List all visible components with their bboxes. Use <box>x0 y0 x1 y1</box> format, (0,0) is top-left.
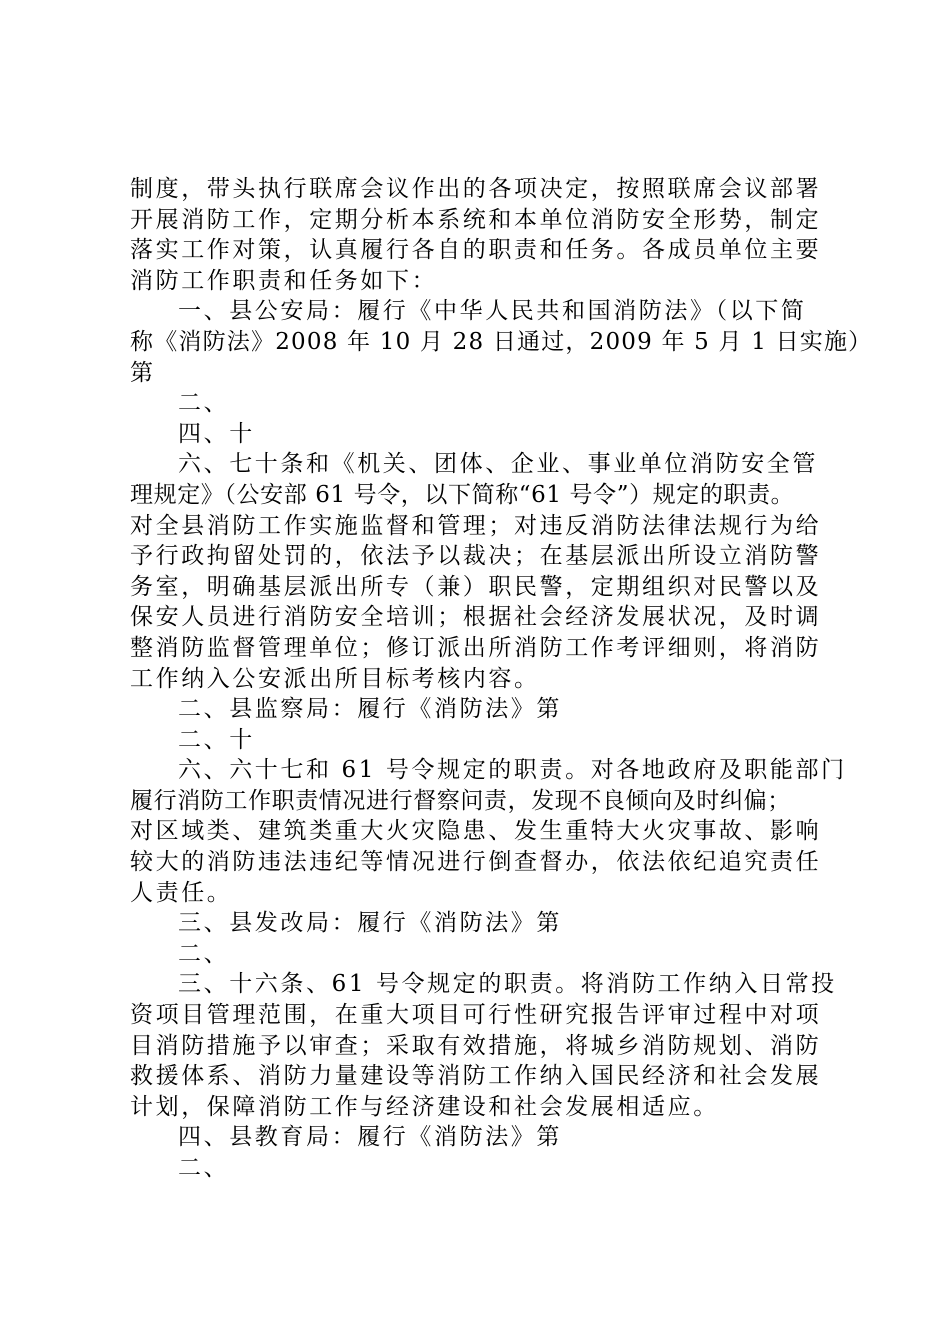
text-line: 二、 <box>178 390 230 417</box>
section-heading-education: 四、县教育局：履行《消防法》第 <box>178 1124 562 1151</box>
text-line: 人责任。 <box>130 879 233 906</box>
section-heading-public-security: 一、县公安局：履行《中华人民共和国消防法》（以下简 <box>178 298 807 325</box>
text-line: 工作纳入公安派出所目标考核内容。 <box>130 665 540 692</box>
text-line: 二、 <box>178 940 230 967</box>
text-line: 六、六十七和 61 号令规定的职责。对各地政府及职能部门 <box>178 757 847 784</box>
text-line: 履行消防工作职责情况进行督察问责，发现不良倾向及时纠偏； <box>130 787 791 814</box>
text-line: 救援体系、消防力量建设等消防工作纳入国民经济和社会发展 <box>130 1063 822 1090</box>
text-line: 消防工作职责和任务如下： <box>130 267 438 294</box>
text-line: 较大的消防违法违纪等情况进行倒查督办，依法依纪追究责任 <box>130 849 822 876</box>
text-line: 开展消防工作，定期分析本系统和本单位消防安全形势，制定 <box>130 206 822 233</box>
text-line: 二、 <box>178 1155 230 1181</box>
text-line: 计划，保障消防工作与经济建设和社会发展相适应。 <box>130 1093 719 1120</box>
text-line: 予行政拘留处罚的，依法予以裁决；在基层派出所设立消防警 <box>130 543 822 570</box>
text-line: 务室，明确基层派出所专（兼）职民警，定期组织对民警以及 <box>130 573 822 600</box>
text-line: 资项目管理范围，在重大项目可行性研究报告评审过程中对项 <box>130 1002 822 1029</box>
text-line: 称《消防法》2008 年 10 月 28 日通过，2009 年 5 月 1 日实施） <box>130 328 873 355</box>
text-line: 对全县消防工作实施监督和管理；对违反消防法律法规行为给 <box>130 512 822 539</box>
document-body <box>130 174 873 1184</box>
text-line: 落实工作对策，认真履行各自的职责和任务。各成员单位主要 <box>130 237 822 264</box>
text-line: 第 <box>130 359 156 386</box>
text-line: 保安人员进行消防安全培训；根据社会经济发展状况，及时调 <box>130 604 822 631</box>
text-line: 理规定》（公安部 61 号令，以下简称“61 号令”）规定的职责。 <box>130 481 795 508</box>
section-heading-development-reform: 三、县发改局：履行《消防法》第 <box>178 910 562 937</box>
text-line: 整消防监督管理单位；修订派出所消防工作考评细则，将消防 <box>130 634 822 661</box>
text-line: 三、十六条、61 号令规定的职责。将消防工作纳入日常投 <box>178 971 837 998</box>
text-line: 二、十 <box>178 726 255 753</box>
section-heading-supervision: 二、县监察局：履行《消防法》第 <box>178 696 562 723</box>
text-line: 制度，带头执行联席会议作出的各项决定，按照联席会议部署 <box>130 176 822 202</box>
text-line: 四、十 <box>178 420 255 447</box>
text-line: 六、七十条和《机关、团体、企业、事业单位消防安全管 <box>178 451 818 478</box>
text-line: 目消防措施予以审查；采取有效措施，将城乡消防规划、消防 <box>130 1032 822 1059</box>
text-line: 对区域类、建筑类重大火灾隐患、发生重特大火灾事故、影响 <box>130 818 822 845</box>
